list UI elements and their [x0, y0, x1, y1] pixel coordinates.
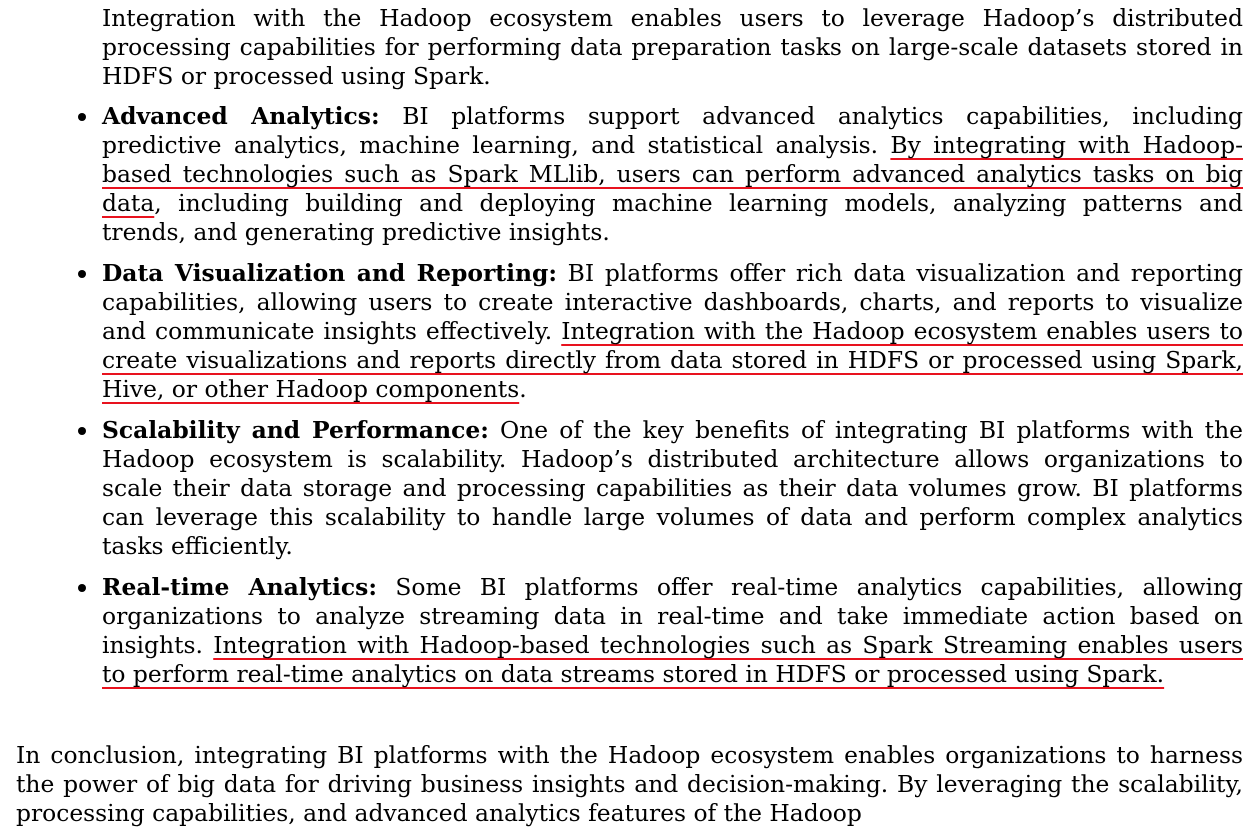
list-item-advanced-analytics — [102, 102, 1243, 247]
item-term: Advanced Analytics: — [102, 102, 380, 130]
feature-list — [102, 102, 1243, 701]
highlighted-text: By integrating with Hadoop-based technologies such as Spark MLlib, users can perform advanced analytics tasks on big data — [102, 131, 1243, 217]
item-term: Data Visualization and Reporting: — [102, 259, 557, 287]
list-item-data-visualization — [102, 259, 1243, 404]
conclusion-paragraph: In conclusion, integrating BI platforms with the Hadoop ecosystem enables organizations to harness the power of big data for driving business insights and decision-making. By leveraging the scalability, processing capabilities, and advanced analytics features of the Hadoop — [16, 741, 1243, 827]
item-term: Real-time Analytics: — [102, 573, 377, 601]
bullet-icon — [78, 584, 86, 592]
list-item-real-time-analytics — [102, 573, 1243, 689]
item-text-tail: , including building and deploying machine learning models, analyzing patterns and trends, and generating predictive insights. — [102, 189, 1243, 246]
intro-paragraph: Integration with the Hadoop ecosystem enables users to leverage Hadoop’s distributed processing capabilities for performing data preparation tasks on large-scale datasets stored in HDFS or processed using Spark. — [102, 4, 1243, 90]
item-text: Some BI platforms offer real-time analytics capabilities, allowing organizations to analyze streaming data in real-time and take immediate action based on insights. — [102, 573, 1243, 659]
item-text: BI platforms offer rich data visualization and reporting capabilities, allowing users to create interactive dashboards, charts, and reports to visualize and communicate insights effectively. — [102, 259, 1243, 345]
highlighted-text: Integration with Hadoop-based technologies such as Spark Streaming enables users to perform real-time analytics on data streams stored in HDFS or processed using Spark. — [102, 631, 1243, 688]
item-term: Scalability and Performance: — [102, 416, 489, 444]
list-item-scalability — [102, 416, 1243, 561]
highlighted-text: Integration with the Hadoop ecosystem enables users to create visualizations and reports directly from data stored in HDFS or processed using Spark, Hive, or other Hadoop components — [102, 317, 1243, 403]
bullet-icon — [78, 427, 86, 435]
bullet-icon — [78, 113, 86, 121]
item-text: BI platforms support advanced analytics capabilities, including predictive analytics, machine learning, and statistical analysis. — [102, 102, 1243, 159]
item-text-tail: . — [519, 375, 527, 403]
bullet-icon — [78, 270, 86, 278]
item-text: One of the key benefits of integrating BI platforms with the Hadoop ecosystem is scalability. Hadoop’s distributed architecture allows organizations to scale their data storage and processing capabilities as their data volumes grow. BI platforms can leverage this scalability to handle large volumes of data and perform complex analytics tasks efficiently. — [102, 416, 1243, 560]
